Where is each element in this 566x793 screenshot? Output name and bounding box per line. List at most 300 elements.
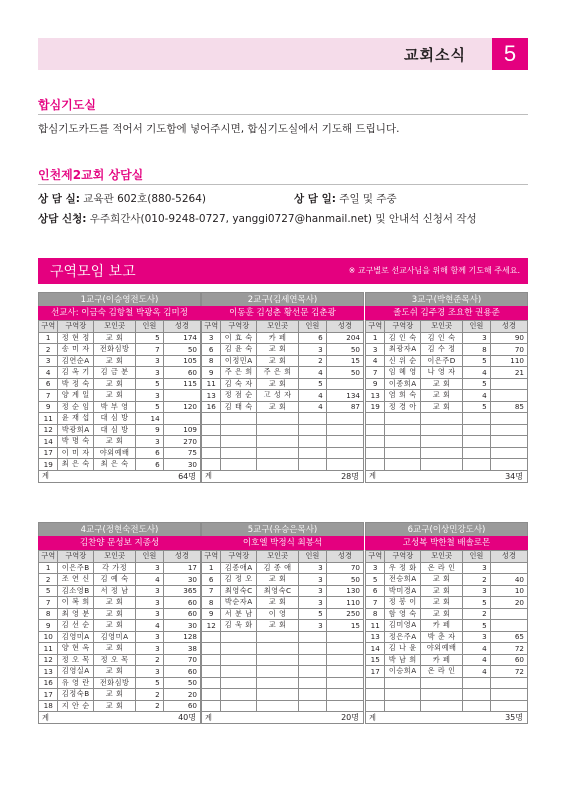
table-cell: 3 (136, 390, 164, 402)
counseling-apply-label: 상담 신청: (38, 213, 87, 225)
report-header (38, 258, 528, 284)
table-row (202, 401, 364, 413)
table-row (202, 344, 364, 356)
table-cell: 이 미 자 (58, 447, 94, 459)
table-cell: 6 (39, 378, 58, 390)
total-row (39, 470, 201, 482)
table-cell: 7 (39, 597, 58, 609)
table-row (202, 666, 364, 678)
table-cell: 3 (299, 620, 327, 632)
table-cell: 서 분 남 (221, 608, 257, 620)
table-cell: 교 회 (257, 401, 299, 413)
table-cell: 4 (463, 666, 491, 678)
table-cell: 이승희A (385, 666, 421, 678)
table-cell: 양 현 옥 (58, 643, 94, 655)
table-cell: 2 (39, 574, 58, 586)
table-cell: 각 가정 (94, 562, 136, 574)
table-cell (385, 413, 421, 425)
prayer-room-title: 합심기도실 (38, 98, 96, 112)
table-cell: 전화심방 (94, 677, 136, 689)
column-header: 모인곳 (421, 321, 463, 333)
table-cell: 교 회 (421, 401, 463, 413)
table-row (39, 608, 201, 620)
table-cell (202, 436, 221, 448)
table-cell: 50 (326, 367, 363, 379)
table-cell: 정 오 목 (94, 654, 136, 666)
table-cell (221, 459, 257, 471)
total-row (202, 470, 364, 482)
table-cell: 박 정 숙 (58, 378, 94, 390)
table-cell: 1 (366, 332, 385, 344)
table-cell: 30 (163, 574, 200, 586)
table-row (202, 562, 364, 574)
table-cell: 14 (39, 436, 58, 448)
total-label: 계 (39, 470, 58, 482)
table-cell (490, 677, 527, 689)
table-row (366, 677, 528, 689)
column-header: 구역장 (58, 551, 94, 563)
counseling-day (294, 191, 397, 206)
table-row (202, 585, 364, 597)
column-header: 모인곳 (257, 321, 299, 333)
table-cell: 134 (326, 390, 363, 402)
table-cell (299, 424, 327, 436)
district-leaders: 김찬양 문성보 지종성 (38, 536, 201, 550)
table-cell (326, 700, 363, 712)
table-cell: 4 (299, 367, 327, 379)
table-row (366, 689, 528, 701)
table-cell: 박 부 영 (94, 401, 136, 413)
table-cell: 8 (463, 344, 491, 356)
district-table (38, 320, 201, 483)
table-cell (257, 700, 299, 712)
counseling-day-value: 주일 및 주중 (339, 193, 397, 205)
table-cell: 교 회 (94, 378, 136, 390)
table-cell (490, 378, 527, 390)
table-row (366, 367, 528, 379)
table-cell: 4 (136, 574, 164, 586)
table-cell (490, 689, 527, 701)
table-row (39, 700, 201, 712)
table-cell: 송 미 자 (58, 344, 94, 356)
table-row (366, 390, 528, 402)
column-header: 구역 (202, 551, 221, 563)
table-cell: 17 (39, 447, 58, 459)
table-cell: 김소영B (58, 585, 94, 597)
table-cell: 전승희A (385, 574, 421, 586)
table-cell: 12 (39, 654, 58, 666)
table-cell: 2 (136, 700, 164, 712)
table-cell: 야외예배 (421, 643, 463, 655)
table-cell: 윤 재 섭 (58, 413, 94, 425)
table-cell: 3 (299, 574, 327, 586)
table-cell (257, 689, 299, 701)
district-table (365, 320, 528, 483)
table-row (202, 689, 364, 701)
table-cell: 교 회 (94, 700, 136, 712)
table-cell: 7 (202, 585, 221, 597)
table-cell: 6 (202, 574, 221, 586)
table-cell: 김 금 분 (94, 367, 136, 379)
table-cell (490, 390, 527, 402)
table-cell: 7 (136, 344, 164, 356)
table-row (366, 562, 528, 574)
table-cell: 3 (299, 344, 327, 356)
table-row (39, 562, 201, 574)
table-cell (221, 436, 257, 448)
table-row (39, 574, 201, 586)
table-cell: 교 회 (257, 355, 299, 367)
table-cell (202, 700, 221, 712)
table-cell: 염 희 숙 (385, 390, 421, 402)
table-cell: 5 (463, 401, 491, 413)
table-cell: 임 혜 영 (385, 367, 421, 379)
total-value: 20명 (221, 712, 364, 724)
table-cell: 김 수 정 (421, 344, 463, 356)
table-cell (299, 654, 327, 666)
column-header: 구역장 (58, 321, 94, 333)
table-cell: 109 (163, 424, 200, 436)
table-cell: 교 회 (421, 390, 463, 402)
column-header: 구역 (366, 321, 385, 333)
table-row (202, 620, 364, 632)
table-row (39, 436, 201, 448)
table-row (202, 608, 364, 620)
table-cell (257, 631, 299, 643)
district-leaders: 선교사: 이금숙 김항철 박광옥 김미정 (38, 306, 201, 320)
table-row (39, 654, 201, 666)
column-header: 성경 (163, 551, 200, 563)
table-cell: 교 회 (421, 585, 463, 597)
table-cell: 2 (136, 689, 164, 701)
table-cell: 이은주D (421, 355, 463, 367)
table-cell (463, 424, 491, 436)
table-row (366, 620, 528, 632)
table-row (202, 413, 364, 425)
column-header: 구역 (366, 551, 385, 563)
counseling-place (38, 191, 206, 206)
table-cell: 김 윤 숙 (221, 344, 257, 356)
table-cell: 5 (366, 574, 385, 586)
table-cell: 13 (366, 390, 385, 402)
table-cell: 교 회 (94, 355, 136, 367)
table-cell (257, 654, 299, 666)
table-cell (385, 700, 421, 712)
table-cell: 이 영 (257, 608, 299, 620)
header-bar (38, 38, 528, 70)
table-cell (326, 424, 363, 436)
table-row (366, 666, 528, 678)
table-cell: 김영미A (58, 631, 94, 643)
table-row (39, 643, 201, 655)
table-cell (299, 677, 327, 689)
table-cell: 김종애A (221, 562, 257, 574)
table-cell (463, 413, 491, 425)
table-row (366, 574, 528, 586)
table-row (366, 401, 528, 413)
table-cell: 교 회 (257, 574, 299, 586)
table-cell: 90 (490, 332, 527, 344)
district-block (201, 522, 364, 724)
table-cell: 야외예배 (94, 447, 136, 459)
prayer-room-divider (38, 114, 528, 115)
table-cell: 130 (326, 585, 363, 597)
table-cell: 정은주A (385, 631, 421, 643)
table-cell: 70 (163, 654, 200, 666)
table-cell: 주 은 희 (257, 367, 299, 379)
table-cell: 교 회 (94, 332, 136, 344)
table-cell: 17 (366, 666, 385, 678)
table-cell: 15 (366, 654, 385, 666)
table-row (39, 447, 201, 459)
table-cell (421, 700, 463, 712)
table-cell (490, 459, 527, 471)
table-cell: 5 (463, 378, 491, 390)
district-title: 3교구(박현준목사) (365, 292, 528, 306)
table-cell: 정 현 정 (58, 332, 94, 344)
table-cell (221, 447, 257, 459)
table-cell (221, 700, 257, 712)
table-row (39, 355, 201, 367)
table-cell: 4 (299, 401, 327, 413)
table-cell (326, 378, 363, 390)
total-value: 28명 (221, 470, 364, 482)
table-row (366, 447, 528, 459)
total-label: 계 (366, 712, 385, 724)
table-cell: 6 (202, 344, 221, 356)
district-table (38, 550, 201, 724)
district-leaders: 이호엘 박정식 최봉석 (201, 536, 364, 550)
table-cell: 교 회 (94, 608, 136, 620)
total-label: 계 (202, 712, 221, 724)
district-block (365, 292, 528, 483)
table-cell (421, 436, 463, 448)
table-cell: 72 (490, 643, 527, 655)
table-cell (299, 643, 327, 655)
table-cell (385, 689, 421, 701)
table-row (366, 631, 528, 643)
table-cell: 3 (463, 585, 491, 597)
table-cell: 최영숙C (221, 585, 257, 597)
total-value: 40명 (58, 712, 201, 724)
table-row (39, 378, 201, 390)
table-cell: 정 경 아 (385, 401, 421, 413)
table-cell: 75 (163, 447, 200, 459)
table-cell: 김정숙B (58, 689, 94, 701)
table-cell: 4 (136, 620, 164, 632)
table-cell: 3 (136, 666, 164, 678)
table-row (39, 367, 201, 379)
table-cell: 4 (463, 390, 491, 402)
table-cell (221, 689, 257, 701)
table-cell: 박광희A (58, 424, 94, 436)
table-cell (366, 424, 385, 436)
table-row (39, 666, 201, 678)
table-cell: 8 (39, 608, 58, 620)
table-cell (463, 677, 491, 689)
table-cell: 정 순 임 (58, 401, 94, 413)
table-cell: 11 (366, 620, 385, 632)
table-cell: 12 (202, 620, 221, 632)
table-cell: 교 회 (257, 344, 299, 356)
column-header: 성경 (490, 321, 527, 333)
table-row (39, 620, 201, 632)
table-cell: 이정민A (221, 355, 257, 367)
table-cell: 20 (163, 689, 200, 701)
table-cell: 교 회 (421, 574, 463, 586)
table-cell: 204 (326, 332, 363, 344)
table-cell: 이종희A (385, 378, 421, 390)
report-title: 구역모임 보고 (50, 264, 136, 280)
table-cell (490, 700, 527, 712)
table-cell: 270 (163, 436, 200, 448)
table-cell: 250 (326, 608, 363, 620)
table-cell: 11 (39, 643, 58, 655)
table-row (366, 643, 528, 655)
report-note: ※ 교구별로 선교사님을 위해 함께 기도해 주세요. (348, 266, 520, 275)
table-cell: 이 효 숙 (221, 332, 257, 344)
table-row (202, 378, 364, 390)
table-cell: 128 (163, 631, 200, 643)
table-cell: 3 (299, 562, 327, 574)
table-cell: 최광자A (385, 344, 421, 356)
table-cell: 교 회 (257, 378, 299, 390)
table-cell: 9 (202, 367, 221, 379)
table-cell: 70 (490, 344, 527, 356)
table-cell: 교 회 (94, 436, 136, 448)
column-header: 구역장 (385, 321, 421, 333)
table-cell: 12 (39, 424, 58, 436)
table-cell (385, 447, 421, 459)
table-cell: 카 페 (257, 332, 299, 344)
table-cell: 신 위 순 (385, 355, 421, 367)
table-cell: 5 (136, 401, 164, 413)
table-cell: 50 (163, 344, 200, 356)
counseling-divider (38, 184, 528, 185)
table-cell: 최영숙C (257, 585, 299, 597)
table-cell: 교 회 (421, 608, 463, 620)
column-header: 구역장 (221, 321, 257, 333)
table-cell: 105 (163, 355, 200, 367)
table-cell (202, 424, 221, 436)
table-cell: 3 (299, 597, 327, 609)
table-header-row (39, 551, 201, 563)
table-cell (202, 689, 221, 701)
table-cell (421, 413, 463, 425)
table-row (202, 355, 364, 367)
table-cell (202, 413, 221, 425)
total-row (366, 712, 528, 724)
total-row (366, 470, 528, 482)
table-cell (490, 413, 527, 425)
table-cell: 14 (136, 413, 164, 425)
page-title: 교회소식 (404, 46, 466, 64)
table-cell: 김 정 오 (221, 574, 257, 586)
column-header: 인원 (463, 321, 491, 333)
column-header: 구역장 (221, 551, 257, 563)
table-cell (326, 677, 363, 689)
total-label: 계 (39, 712, 58, 724)
table-cell (490, 562, 527, 574)
table-cell (366, 459, 385, 471)
table-cell: 30 (163, 459, 200, 471)
table-cell (221, 424, 257, 436)
district-title: 5교구(유승은목사) (201, 522, 364, 536)
column-header: 모인곳 (257, 551, 299, 563)
table-cell (385, 459, 421, 471)
counseling-apply-value: 우주희간사(010-9248-0727, yanggi0727@hanmail.net) 및 안내석 신청서 작성 (89, 213, 477, 225)
table-cell (221, 654, 257, 666)
table-cell: 115 (163, 378, 200, 390)
table-row (366, 332, 528, 344)
table-cell (326, 459, 363, 471)
table-cell (257, 424, 299, 436)
table-row (202, 367, 364, 379)
table-cell: 김 예 숙 (94, 574, 136, 586)
table-cell: 19 (39, 459, 58, 471)
table-cell: 17 (163, 562, 200, 574)
table-row (366, 378, 528, 390)
table-cell: 3 (299, 585, 327, 597)
table-row (202, 390, 364, 402)
table-cell: 3 (136, 643, 164, 655)
table-cell (299, 413, 327, 425)
table-cell: 9 (39, 401, 58, 413)
table-cell: 5 (463, 355, 491, 367)
table-cell: 6 (136, 459, 164, 471)
district-leaders: 졸도쉬 김주경 조요한 권용준 (365, 306, 528, 320)
counseling-place-label: 상 담 실: (38, 193, 80, 205)
table-row (202, 597, 364, 609)
table-row (366, 585, 528, 597)
table-cell: 8 (366, 608, 385, 620)
table-row (366, 344, 528, 356)
table-header-row (366, 321, 528, 333)
table-cell (385, 424, 421, 436)
table-cell: 60 (163, 608, 200, 620)
counseling-day-label: 상 담 일: (294, 193, 336, 205)
table-cell: 50 (326, 574, 363, 586)
table-cell: 김 인 숙 (421, 332, 463, 344)
total-label: 계 (366, 470, 385, 482)
table-cell (326, 436, 363, 448)
page-number: 5 (492, 38, 528, 70)
table-cell (490, 447, 527, 459)
table-cell (463, 436, 491, 448)
table-cell: 65 (490, 631, 527, 643)
district-table (365, 550, 528, 724)
table-cell: 16 (39, 677, 58, 689)
column-header: 구역 (202, 321, 221, 333)
table-cell (202, 447, 221, 459)
table-cell (421, 689, 463, 701)
table-row (366, 413, 528, 425)
table-cell: 정 오 목 (58, 654, 94, 666)
district-leaders: 이동훈 김성춘 황선문 김춘광 (201, 306, 364, 320)
table-cell: 5 (463, 620, 491, 632)
table-cell (299, 447, 327, 459)
table-cell (421, 447, 463, 459)
table-cell: 8 (202, 597, 221, 609)
table-cell: 30 (163, 620, 200, 632)
table-cell (463, 700, 491, 712)
table-cell: 나 영 자 (421, 367, 463, 379)
district-block (201, 292, 364, 483)
table-cell: 3 (136, 585, 164, 597)
table-cell (299, 436, 327, 448)
table-row (39, 677, 201, 689)
table-cell (202, 631, 221, 643)
